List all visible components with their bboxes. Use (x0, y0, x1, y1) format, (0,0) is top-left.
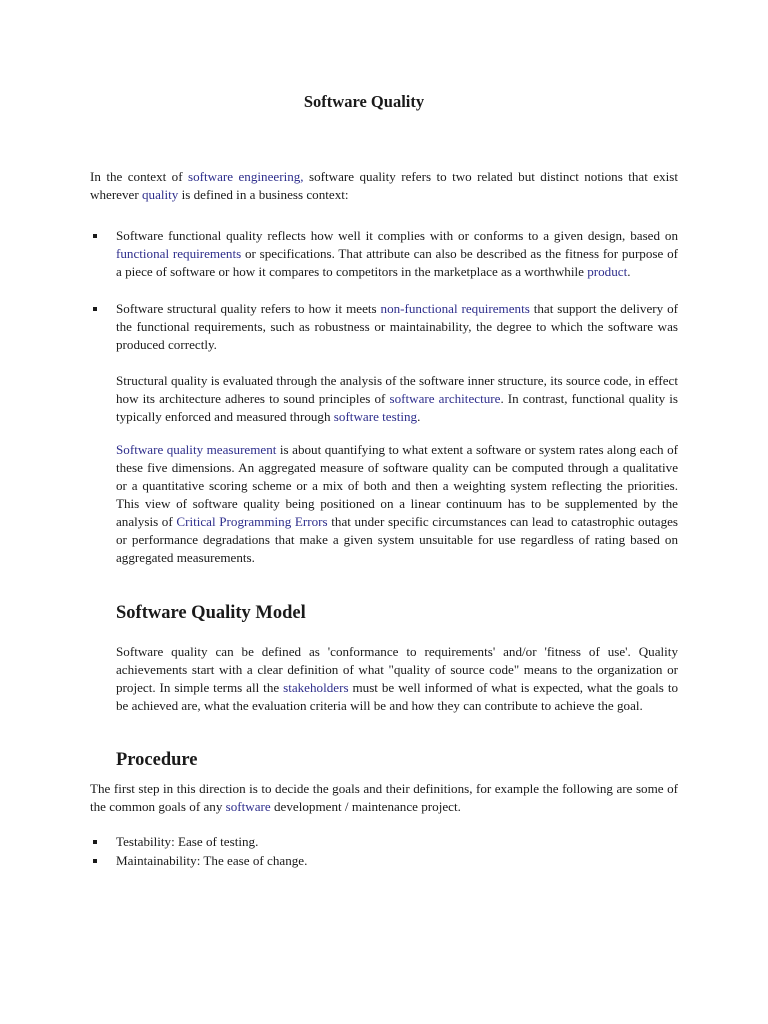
intro-paragraph (90, 168, 678, 204)
link-software-architecture[interactable]: software architecture (389, 391, 501, 406)
structural-text-2: . In contrast, functional quality is typically enforced and measured through (116, 391, 678, 424)
bullet2-text-2: that support the delivery of the functional requirements, such as robustness or maintainability, the degree to which the software was produced correctly. (116, 301, 678, 352)
goal-maintainability: Maintainability: The ease of change. (116, 853, 308, 868)
structural-paragraph (116, 372, 678, 426)
bullet-marker (93, 859, 97, 863)
link-software[interactable]: software (225, 799, 271, 814)
section-heading-quality-model: Software Quality Model (116, 603, 306, 623)
measurement-paragraph (116, 441, 678, 567)
link-software-engineering[interactable]: software engineering, (188, 169, 304, 184)
structural-text-1: Structural quality is evaluated through the analysis of the software inner structure, its source code, in effect how its architecture adheres to sound principles of (116, 373, 678, 406)
link-functional-requirements[interactable]: functional requirements (116, 246, 242, 261)
link-stakeholders[interactable]: stakeholders (283, 680, 349, 695)
intro-text-1: In the context of (90, 169, 188, 184)
bullet-functional-quality (116, 227, 678, 281)
model-paragraph (116, 643, 678, 715)
link-critical-programming-errors[interactable]: Critical Programming Errors (176, 514, 328, 529)
section-heading-procedure: Procedure (116, 750, 198, 770)
procedure-text-2: development / maintenance project. (270, 799, 461, 814)
model-text-1: Software quality can be defined as 'conformance to requirements' and/or 'fitness of use'. Quality achievements start with a clear definition of what "quality of source code" means to the organization or project. In simple terms all the (116, 644, 678, 695)
bullet1-text-1: Software functional quality reflects how well it complies with or conforms to a given design, based on (116, 228, 678, 243)
measurement-text-1: is about quantifying to what extent a software or system rates along each of these five dimensions. An aggregated measure of software quality can be computed through a qualitative or a quantitative scoring scheme or a mix of both and then a weighting system reflecting the priorities. This view of software quality being positioned on a linear continuum has to be supplemented by the analysis of (116, 442, 678, 529)
goal-testability: Testability: Ease of testing. (116, 834, 259, 849)
bullet-structural-quality (116, 300, 678, 354)
bullet-marker (93, 307, 97, 311)
measurement-text-2: that under specific circumstances can lead to catastrophic outages or performance degradations that make a given system unsuitable for use regardless of rating based on aggregated measurements. (116, 514, 679, 565)
link-software-testing[interactable]: software testing (333, 409, 418, 424)
bullet1-text-2: or specifications. That attribute can also be described as the fitness for purpose of a piece of software or how it compares to competitors in the marketplace as a worthwhile (116, 246, 678, 279)
structural-text-3: . (417, 409, 421, 424)
procedure-paragraph (90, 780, 678, 816)
link-software-quality-measurement[interactable]: Software quality measurement (116, 442, 277, 457)
link-quality[interactable]: quality (141, 187, 179, 202)
link-non-functional-requirements[interactable]: non-functional requirements (380, 301, 530, 316)
bullet1-text-3: . (627, 264, 631, 279)
bullet-marker (93, 840, 97, 844)
intro-text-3: is defined in a business context: (178, 187, 349, 202)
bullet2-text-1: Software structural quality refers to how it meets (116, 301, 381, 316)
page-title: Software Quality (303, 92, 425, 111)
intro-text-2: software quality refers to two related but distinct notions that exist wherever (90, 169, 678, 202)
procedure-text-1: The first step in this direction is to decide the goals and their definitions, for example the following are some of the common goals of any (90, 781, 678, 814)
model-text-2: must be well informed of what is expected, what the goals to be achieved are, what the evaluation criteria will be and how they can contribute to achieve the goal. (116, 680, 678, 713)
link-product[interactable]: product (587, 264, 628, 279)
bullet-marker (93, 234, 97, 238)
